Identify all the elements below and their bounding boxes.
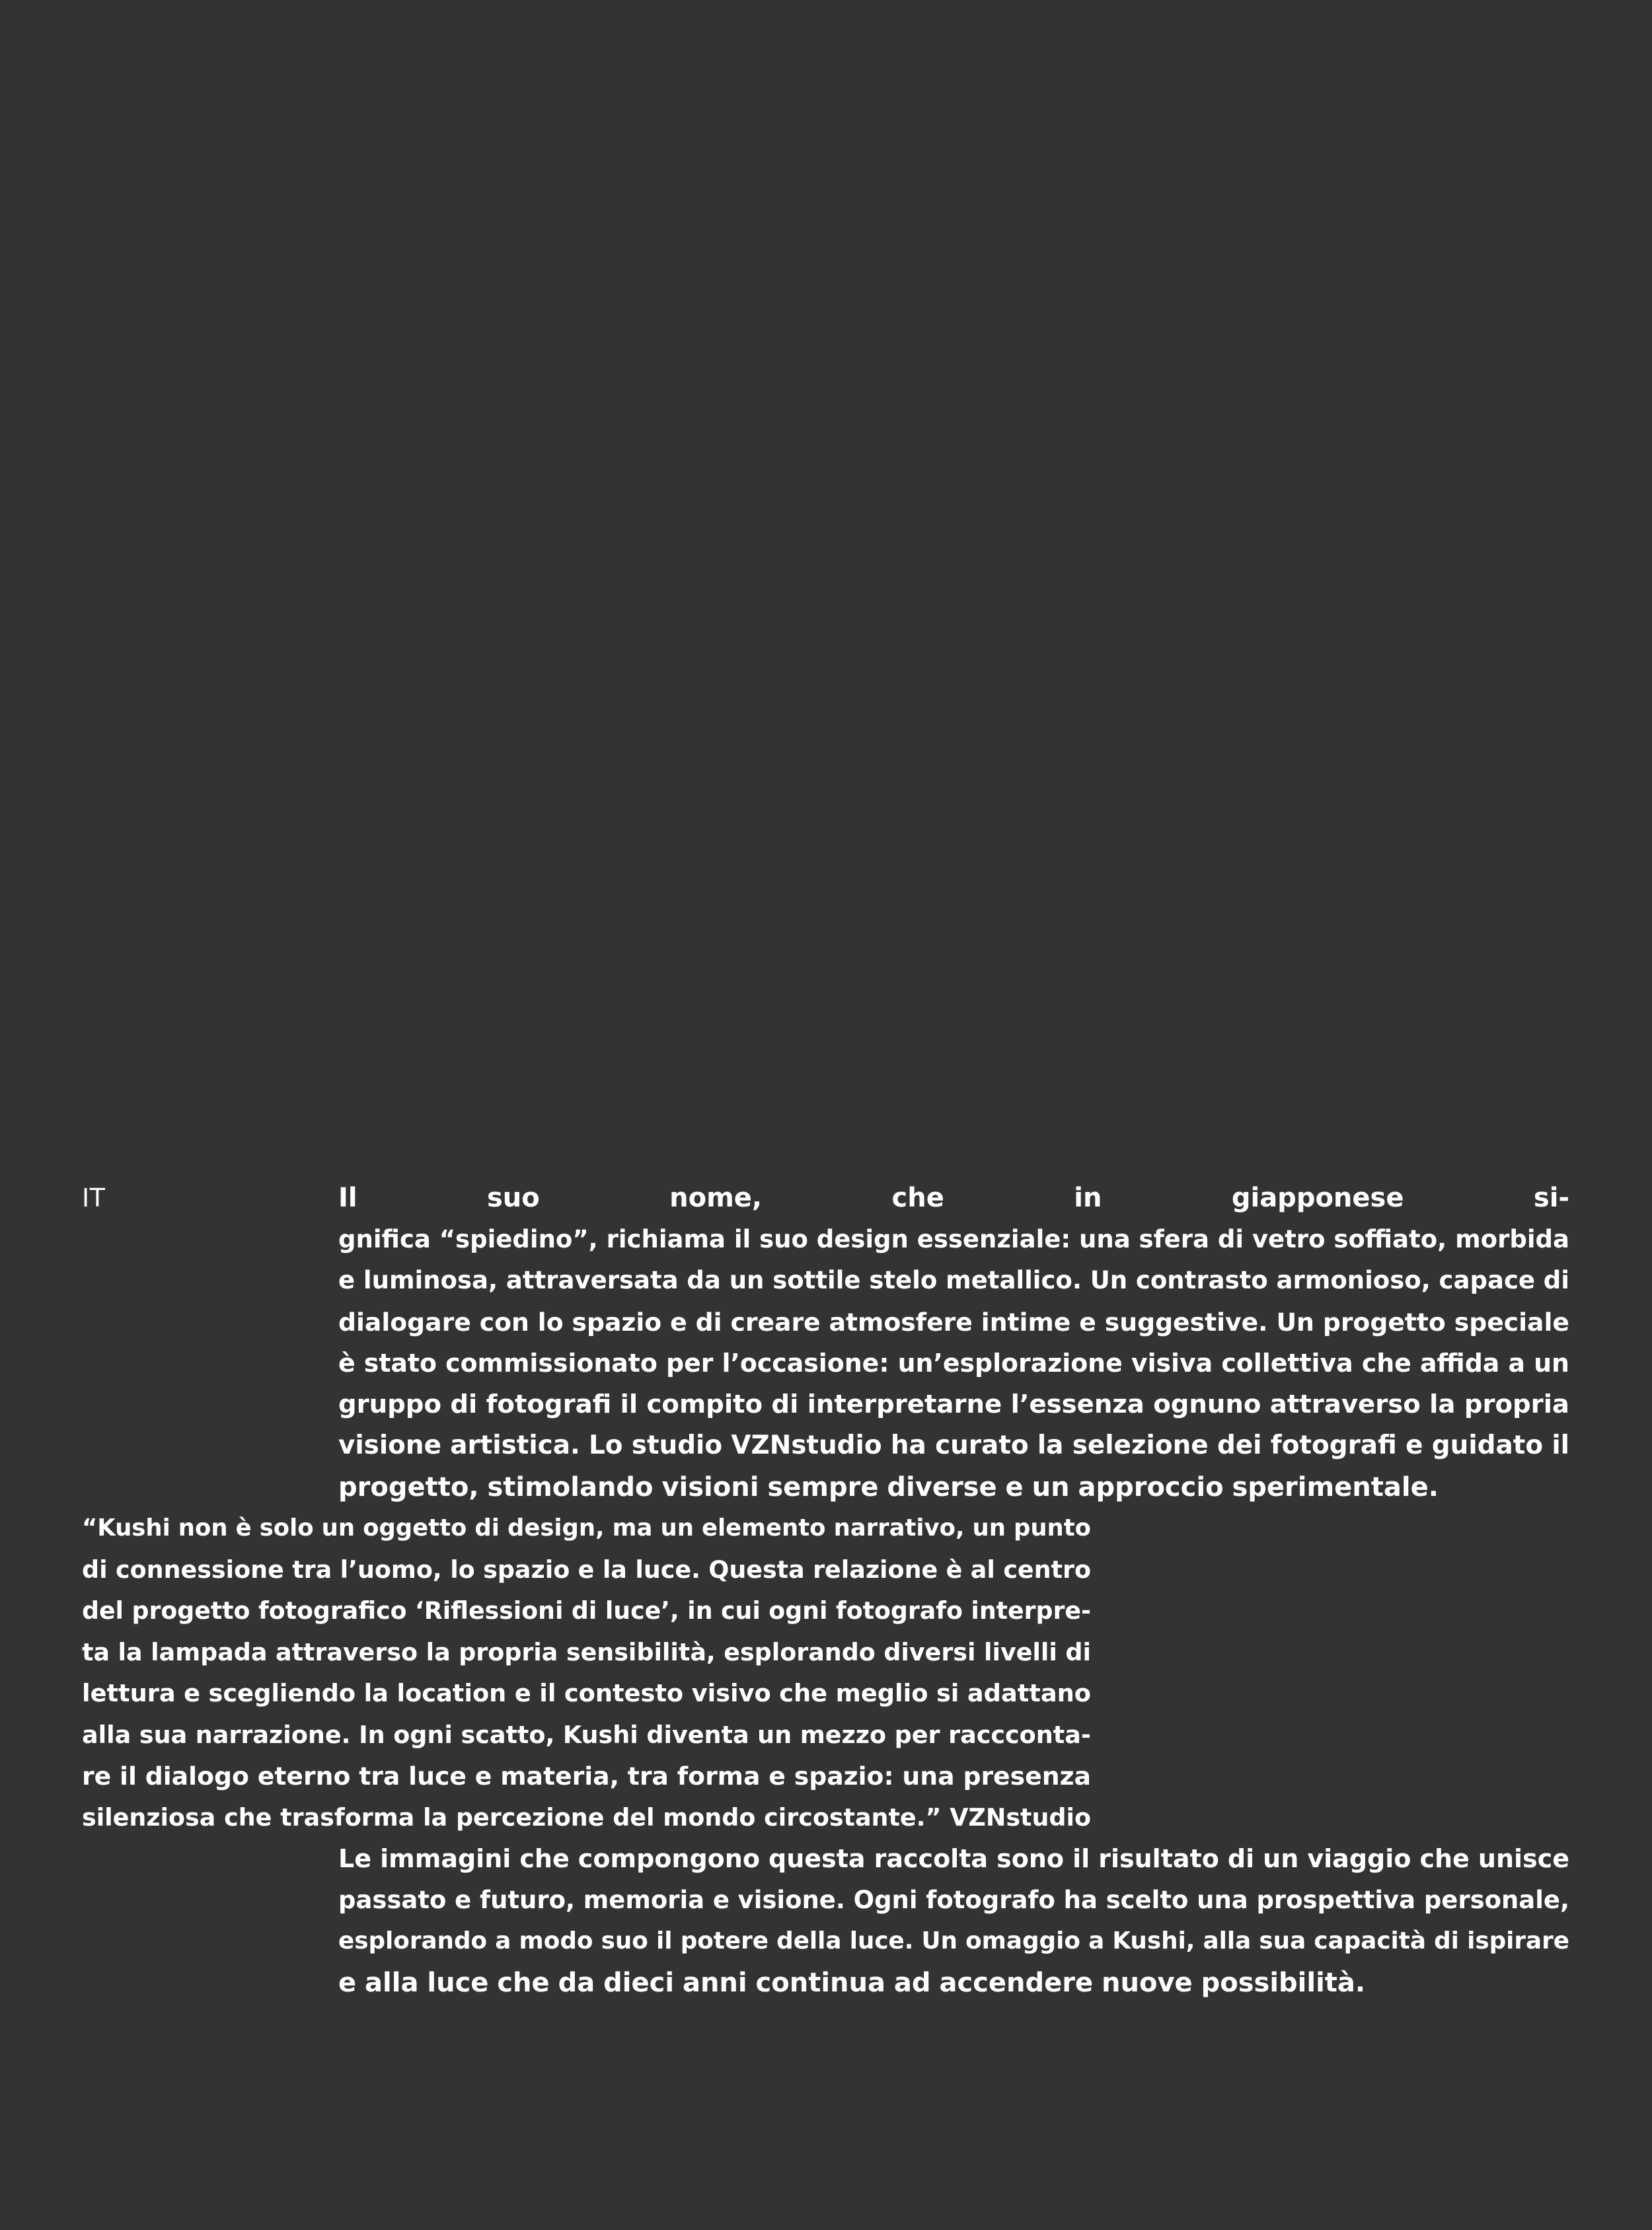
intro-paragraph	[338, 1177, 1569, 1508]
intro-line: gruppo di fotografi il compito di interpretarne l’essenza ognuno attraverso la propria	[338, 1389, 1569, 1419]
language-label: IT	[82, 1183, 106, 1212]
outro-line: esplorando a modo suo il potere della luce. Un omaggio a Kushi, alla sua capacità di ispirare	[338, 1927, 1569, 1954]
outro-line: passato e futuro, memoria e visione. Ogni fotografo ha scelto una prospettiva personale,	[338, 1885, 1569, 1914]
outro-line: Le immagini che compongono questa raccolta sono il risultato di un viaggio che unisce	[338, 1844, 1569, 1873]
intro-line: progetto, stimolando visioni sempre diverse e un approccio sperimentale.	[338, 1471, 1439, 1503]
quote-line: lettura e scegliendo la location e il contesto visivo che meglio si adattano	[82, 1679, 1091, 1707]
quote-line: del progetto fotografico ‘Riflessioni di luce’, in cui ogni fotografo interpre-	[82, 1596, 1091, 1625]
quote-line: alla sua narrazione. In ogni scatto, Kushi diventa un mezzo per raccconta-	[82, 1720, 1091, 1749]
quote-line: silenziosa che trasforma la percezione del mondo circostante.” VZNstudio	[82, 1803, 1091, 1832]
intro-line: gnifica “spiedino”, richiama il suo design essenziale: una sfera di vetro soffiato, morbida	[338, 1224, 1569, 1253]
intro-line: Il suo nome, che in giapponese si-	[338, 1183, 1569, 1213]
quote-line: di connessione tra l’uomo, lo spazio e la luce. Questa relazione è al centro	[82, 1555, 1091, 1584]
intro-line: dialogare con lo spazio e di creare atmosfere intime e suggestive. Un progetto speciale	[338, 1307, 1569, 1337]
outro-line: e alla luce che da dieci anni continua ad accendere nuove possibilità.	[338, 1967, 1366, 1998]
quote-line: ta la lampada attraverso la propria sensibilità, esplorando diversi livelli di	[82, 1637, 1091, 1666]
intro-line: e luminosa, attraversata da un sottile stelo metallico. Un contrasto armonioso, capace di	[338, 1266, 1569, 1294]
outro-paragraph	[338, 1838, 1569, 2003]
quote-line: re il dialogo eterno tra luce e materia, tra forma e spazio: una presenza	[82, 1762, 1091, 1791]
intro-line: è stato commissionato per l’occasione: un’esplorazione visiva collettiva che affida a un	[338, 1349, 1569, 1378]
quote-line: “Kushi non è solo un oggetto di design, ma un elemento narrativo, un punto	[82, 1514, 1091, 1542]
intro-line: visione artistica. Lo studio VZNstudio ha curato la selezione dei fotografi e guidato il	[338, 1431, 1569, 1460]
quote-paragraph	[82, 1508, 1091, 1838]
